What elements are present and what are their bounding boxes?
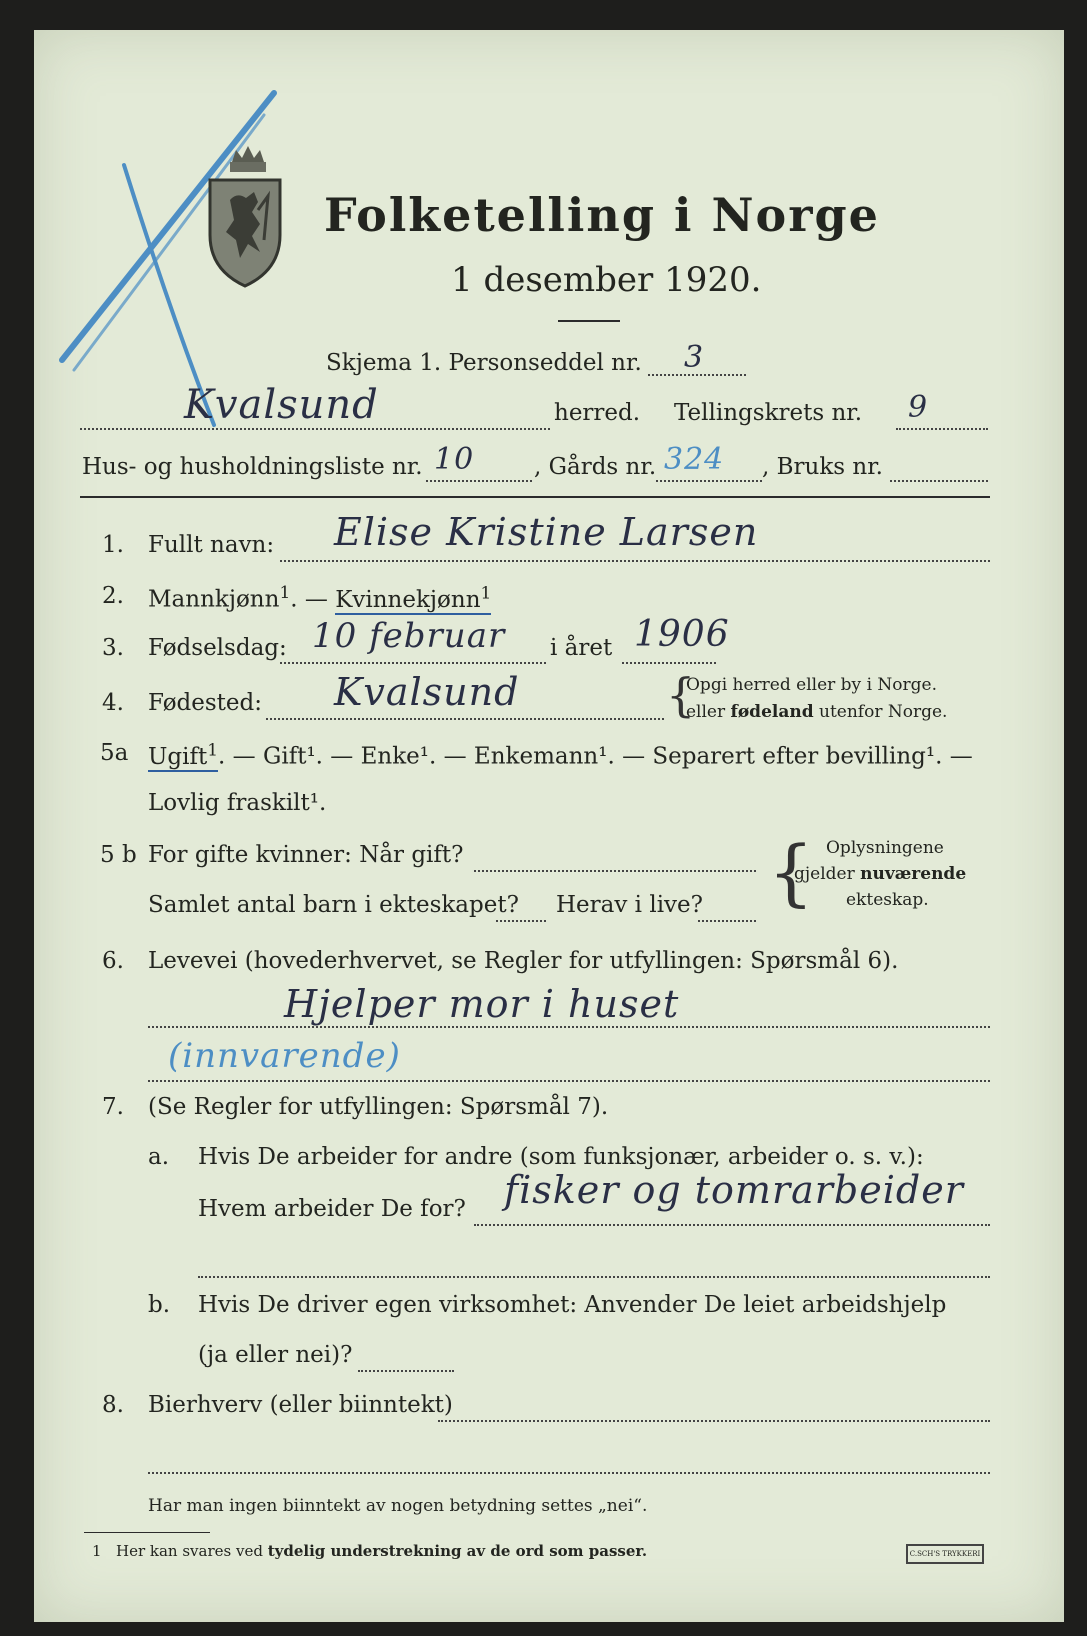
q4-note-line2-c: utenfor Norge. xyxy=(813,702,948,722)
q2-number: 2. xyxy=(102,583,124,609)
q5a-footnote-mark: 1 xyxy=(207,740,219,760)
q8-note: Har man ingen biinntekt av nogen betydning settes „nei“. xyxy=(148,1496,648,1516)
coat-of-arms-icon xyxy=(202,140,288,290)
q5a-option-ugift-label: Ugift xyxy=(148,743,208,770)
q1-label: Fullt navn: xyxy=(148,532,275,558)
q4-label: Fødested: xyxy=(148,690,263,716)
q7b-text: Hvis De driver egen virksomhet: Anvender De leiet arbeidshjelp xyxy=(198,1292,947,1318)
printer-stamp: C.SCH'S TRYKKERI xyxy=(906,1544,984,1564)
q3-day-value: 10 februar xyxy=(312,616,506,656)
q7a-line2 xyxy=(198,1276,990,1278)
herred-line xyxy=(80,428,550,430)
q5b-alive-line xyxy=(698,920,756,922)
q6-value2: (innvarende) xyxy=(168,1036,401,1076)
q7b-question: (ja eller nei)? xyxy=(198,1342,353,1368)
q5b-married-when-label: For gifte kvinner: Når gift? xyxy=(148,842,464,868)
q6-number: 6. xyxy=(102,948,124,974)
footnote-mark: 1 xyxy=(92,1542,102,1560)
form-date: 1 desember 1920. xyxy=(451,260,762,300)
q6-line2 xyxy=(148,1080,990,1082)
q5b-number: 5 b xyxy=(100,842,137,868)
q3-year-line xyxy=(622,662,716,664)
q4-note-line1: Opgi herred eller by i Norge. xyxy=(686,675,937,695)
q7a-question: Hvem arbeider De for? xyxy=(198,1196,466,1222)
husliste-line xyxy=(426,480,532,482)
bruks-line xyxy=(890,480,988,482)
q8-label: Bierhverv (eller biinntekt) xyxy=(148,1392,453,1418)
q7a-value: fisker og tomrarbeider xyxy=(504,1168,964,1212)
q5a-line2: Lovlig fraskilt¹. xyxy=(148,790,327,816)
q1-line xyxy=(280,560,990,562)
q4-note-line2-a: eller xyxy=(686,702,731,722)
q2-options xyxy=(148,583,491,613)
q5a-number: 5a xyxy=(100,740,129,766)
q4-value: Kvalsund xyxy=(334,670,520,714)
q2-option-male: Mannkjønn xyxy=(148,586,280,613)
form-title: Folketelling i Norge xyxy=(324,188,880,242)
q6-line1 xyxy=(148,1026,990,1028)
q6-value1: Hjelper mor i huset xyxy=(284,982,680,1026)
q8-line2 xyxy=(148,1472,990,1474)
q2-separator: . — xyxy=(290,586,336,613)
q8-number: 8. xyxy=(102,1392,124,1418)
footnote-text xyxy=(116,1542,647,1560)
q5b-alive-label: Herav i live? xyxy=(556,892,703,918)
q4-number: 4. xyxy=(102,690,124,716)
q5b-children-label: Samlet antal barn i ekteskapet? xyxy=(148,892,519,918)
footnote-text-b: tydelig understrekning av de ord som passer. xyxy=(267,1542,648,1560)
q7a-letter: a. xyxy=(148,1144,170,1170)
q7-number: 7. xyxy=(102,1094,124,1120)
q8-line1 xyxy=(438,1420,990,1422)
q2-option-female-label: Kvinnekjønn xyxy=(335,586,481,613)
husliste-label: Hus- og husholdningsliste nr. xyxy=(82,454,423,480)
q1-number: 1. xyxy=(102,532,124,558)
q2-option-female xyxy=(335,583,492,615)
q5a-other-options: . — Gift¹. — Enke¹. — Enkemann¹. — Separert efter bevilling¹. — xyxy=(218,743,973,770)
header-divider xyxy=(80,496,990,498)
gards-line xyxy=(656,480,762,482)
schema-number-value: 3 xyxy=(684,340,705,375)
husliste-value: 10 xyxy=(434,442,475,477)
q2-footnote-mark-2: 1 xyxy=(480,583,492,603)
q1-value: Elise Kristine Larsen xyxy=(334,510,759,554)
bruks-label: , Bruks nr. xyxy=(762,454,883,480)
q7b-line xyxy=(358,1370,454,1372)
q4-line xyxy=(266,718,664,720)
schema-label: Skjema 1. Personseddel nr. xyxy=(326,350,642,376)
q4-note-line2-b: fødeland xyxy=(730,702,814,722)
q7b-letter: b. xyxy=(148,1292,171,1318)
gards-label: , Gårds nr. xyxy=(534,454,657,480)
q5b-note-line3: ekteskap. xyxy=(846,890,929,910)
q3-number: 3. xyxy=(102,635,124,661)
q5b-note-line2-b: nuværende xyxy=(860,864,967,884)
q2-footnote-mark: 1 xyxy=(279,583,291,603)
tellingskrets-line xyxy=(896,428,988,430)
q3-day-line xyxy=(280,662,546,664)
q3-label: Fødselsdag: xyxy=(148,635,287,661)
q5b-children-line xyxy=(496,920,546,922)
footnote-text-a: Her kan svares ved xyxy=(116,1542,268,1560)
q4-note-line2 xyxy=(686,702,947,722)
herred-label: herred. xyxy=(554,400,641,426)
q3-year-value: 1906 xyxy=(634,614,730,655)
herred-value: Kvalsund xyxy=(184,382,379,428)
q5b-married-when-line xyxy=(474,870,756,872)
q5a-options xyxy=(148,740,973,770)
q7a-text: Hvis De arbeider for andre (som funksjonær, arbeider o. s. v.): xyxy=(198,1144,924,1170)
q6-label: Levevei (hovederhvervet, se Regler for utfyllingen: Spørsmål 6). xyxy=(148,948,899,974)
q3-year-label: i året xyxy=(550,635,613,661)
footnote-rule xyxy=(84,1532,210,1533)
q7-label: (Se Regler for utfyllingen: Spørsmål 7). xyxy=(148,1094,609,1120)
q5b-note-line1: Oplysningene xyxy=(826,838,944,858)
q5b-note-brace: { xyxy=(768,830,814,914)
q4-note-brace: { xyxy=(666,668,696,722)
q5a-option-ugift xyxy=(148,740,219,772)
q5b-note-line2-a: gjelder xyxy=(794,864,861,884)
tellingskrets-value: 9 xyxy=(908,390,929,425)
q5b-note-line2 xyxy=(794,864,966,884)
census-form xyxy=(34,30,1064,1622)
title-divider xyxy=(558,320,620,322)
tellingskrets-label: Tellingskrets nr. xyxy=(674,400,863,426)
gards-value: 324 xyxy=(664,442,725,477)
q7a-line1 xyxy=(474,1224,990,1226)
